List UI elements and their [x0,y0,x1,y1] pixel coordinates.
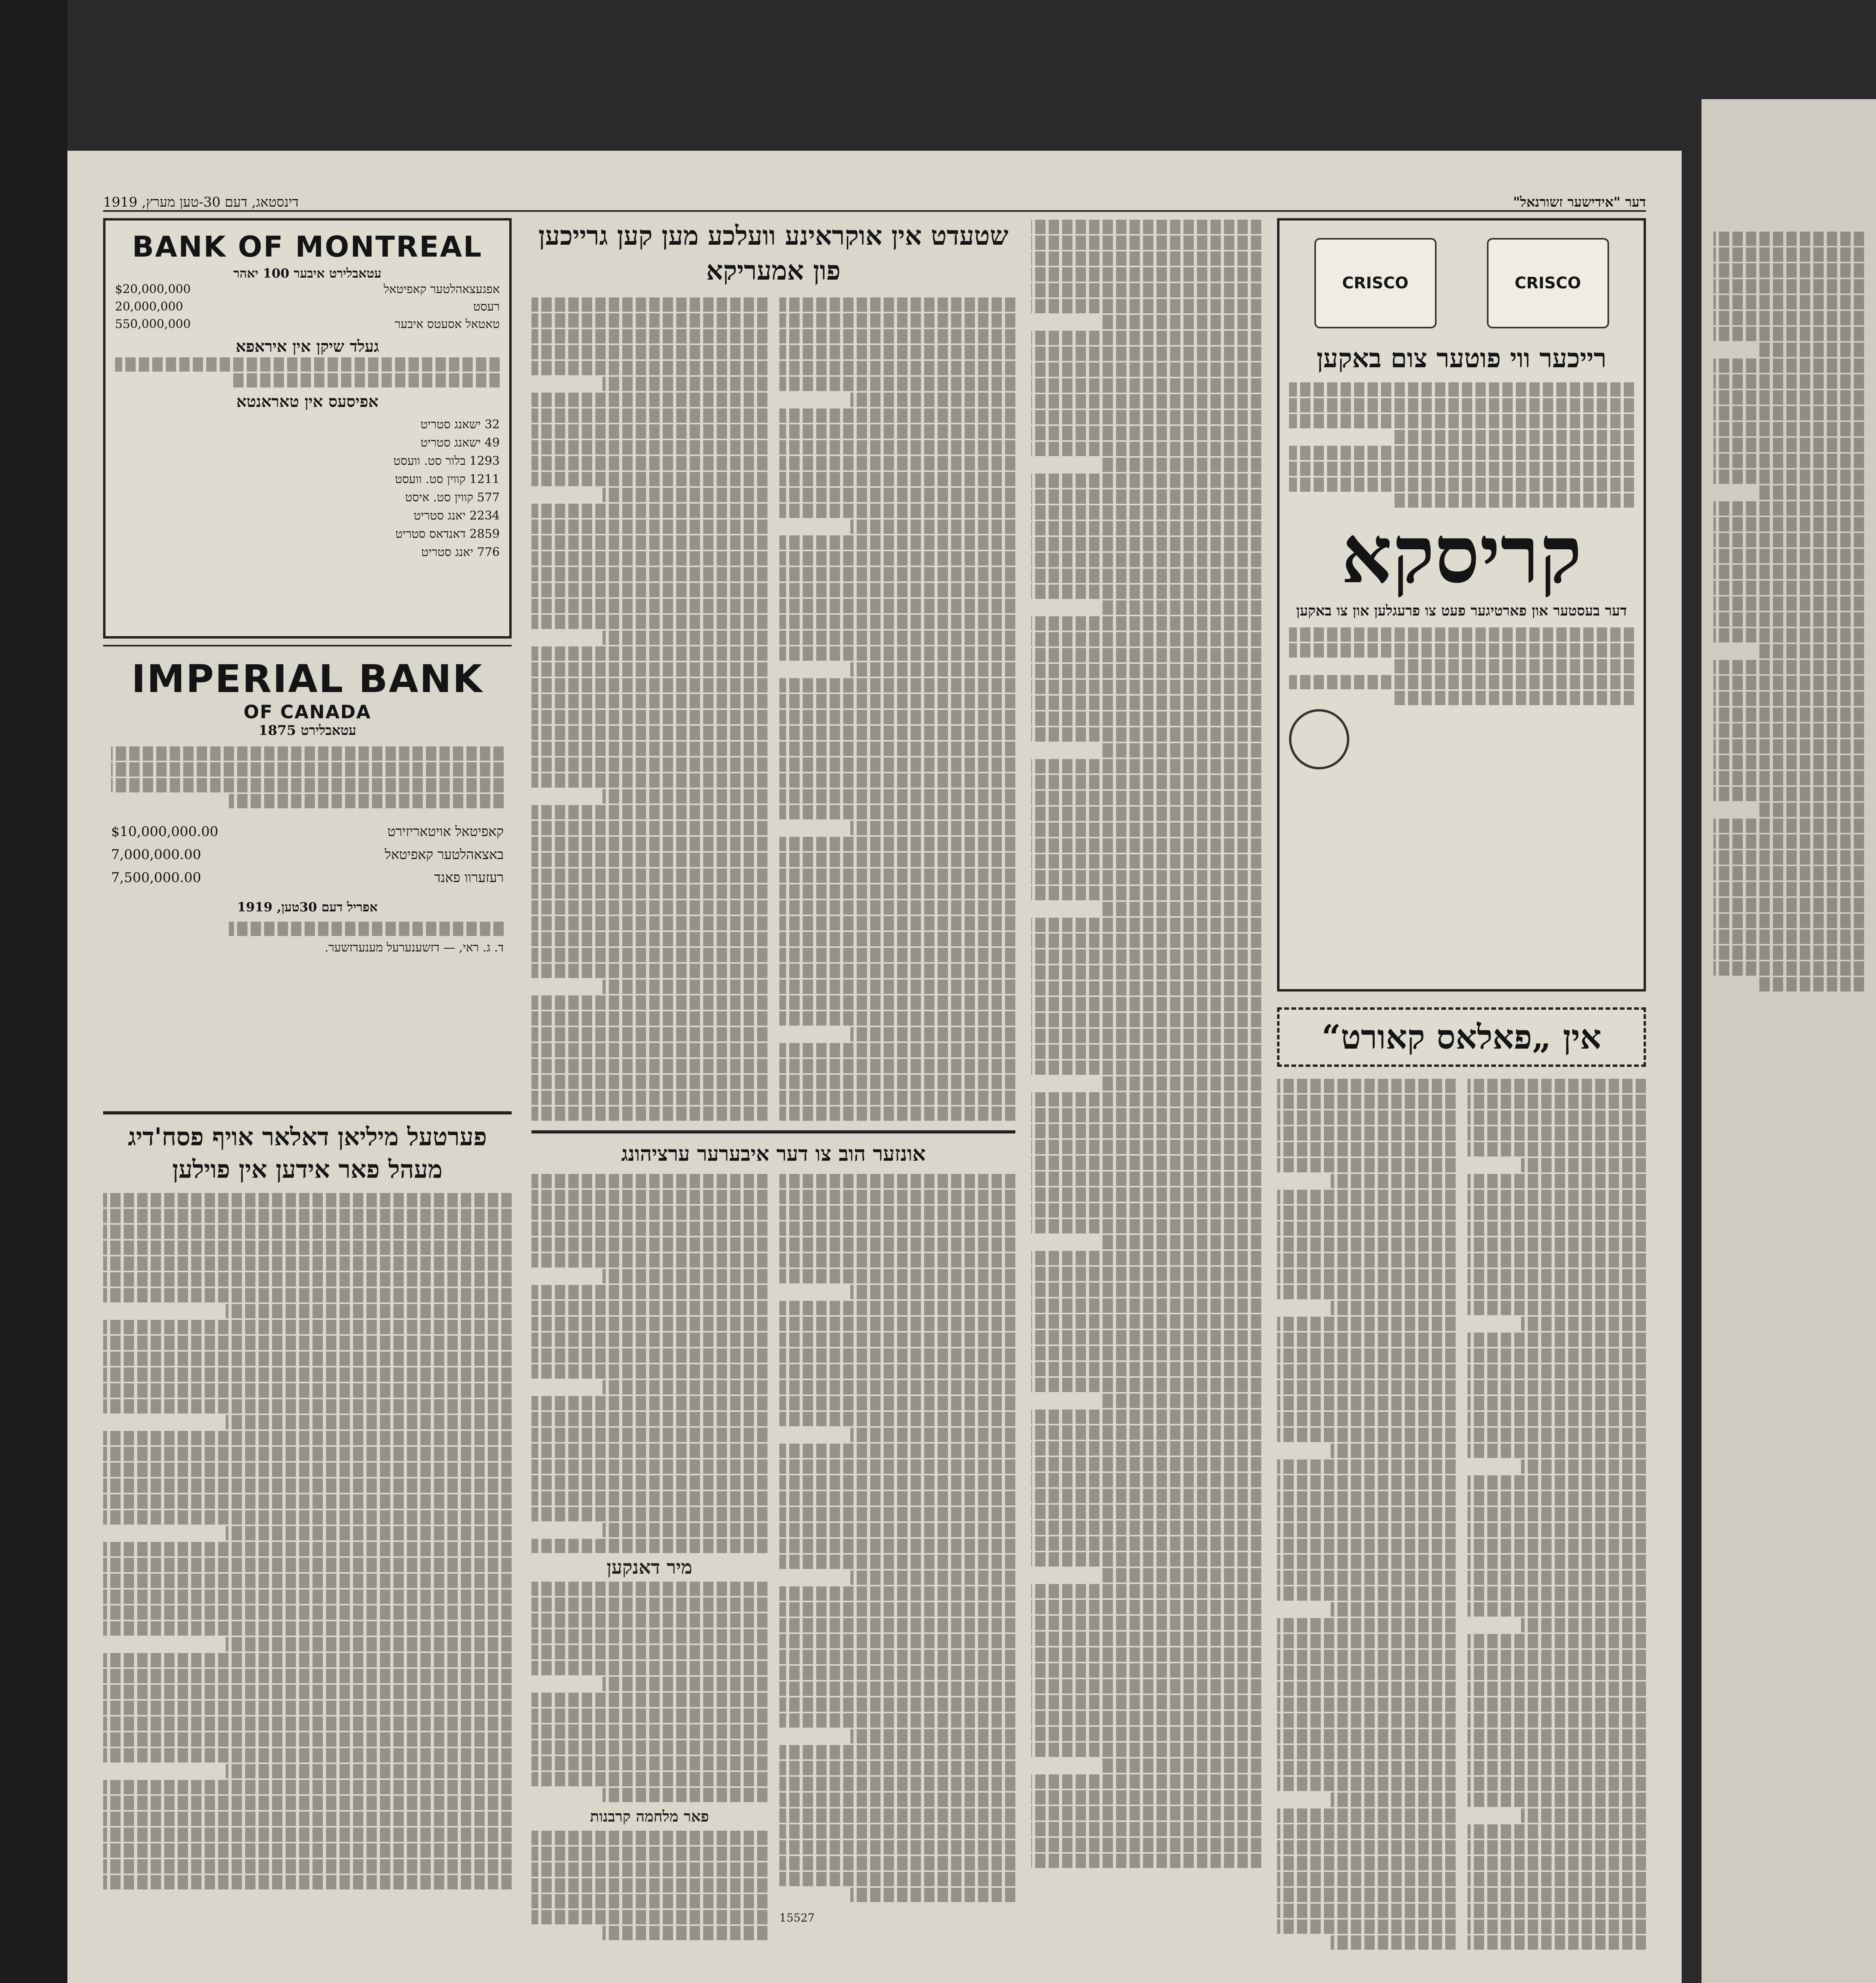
palace-court-banner [1277,1007,1646,1067]
article-ukraine-left [531,296,767,1122]
branch-item: 577 קווין סט. איסט [405,491,500,504]
article-sermon-left [531,1172,767,1942]
article-palace-left [1277,1077,1456,1951]
column-2 [531,218,1015,1983]
branch-item: 1211 קווין סט. וועסט [395,472,500,486]
bank-montreal-row: $20,000,000 אפגעצאהלטער קאפיטאל [115,282,500,296]
imperial-bank-ad [103,653,512,1105]
film-border [0,0,67,1983]
article-ukraine-right [779,296,1015,1122]
crisco-brand: קריסקא [1341,508,1582,601]
headline-passover: פערטעל מיליאן דאלאר אויף פסח'דיג מעהל פאר אידען אין פוילען [128,1122,487,1184]
imperial-bank-subtitle: OF CANADA [244,701,371,723]
bank-montreal-branches-title: אפיסעס אין טאראנטא [236,392,379,411]
crisco-ad [1277,218,1646,992]
article-sermon-right [779,1172,1015,1942]
headline-war-relief: פאר מלחמה קרבנות [590,1807,709,1825]
headline-sermon: אונזער הוב צו דער איבערער ערציהונג [621,1142,926,1166]
branch-item: 2859 דאנדאס סטריט [395,527,500,541]
bank-montreal-title: BANK OF MONTREAL [132,230,483,263]
bank-montreal-section: געלד שיקן אין איראפא [236,337,379,356]
imperial-bank-title: IMPERIAL BANK [131,657,483,701]
crisco-tin-left: CRISCO [1314,238,1437,328]
bank-montreal-row: 550,000,000 טאטאל אסעטס איבער [115,317,500,331]
branch-item: 1293 בלור סט. וועסט [393,454,500,468]
bank-montreal-ad [103,218,512,639]
column-4 [1277,218,1646,1983]
article-passover [103,1193,512,1889]
article-palace-right [1467,1077,1646,1951]
page-number: 15527 [779,1911,815,1924]
imperial-bank-figures: $10,000,000.00 קאפיטאל אויטאריזירט 7,000,000.00 באצאהלטער קאפיטאל 7,500,000.00 רעזערוו פאנד [111,824,504,886]
imperial-bank-date: אפריל דעם 30טען, 1919 [237,899,378,915]
newspaper-page [67,151,1682,1983]
column-1 [103,218,512,1983]
crisco-tagline: דער בעסטער און פארטיגער פעט צו פרעגלען און צו באקען [1296,602,1627,619]
crisco-tin-right: CRISCO [1487,238,1609,328]
imperial-bank-founded: עטאבלירט 1875 [258,723,357,738]
imperial-bank-signer: ד. ג. ראי, — דזשענערעל מענעדזשער. [324,941,504,955]
column-3 [1031,218,1261,1983]
masthead [103,194,1646,212]
masthead-title: דער "אידישער זשורנאל" [1513,194,1646,210]
crisco-headline: רייכער ווי פוטער צום באקען [1316,343,1607,374]
branch-item: 776 יאנג סטריט [421,545,500,559]
branch-item: 49 ישאנג סטריט [420,436,500,450]
headline-ukraine: שטעדט אין אוקראינע וועלכע מען קען גרייכען פון אמעריקא [538,220,1009,286]
adjacent-page [1701,99,1876,1983]
bank-montreal-branches [115,416,500,562]
article-col3 [1031,220,1261,1868]
bank-montreal-row: 20,000,000 רעסט [115,300,500,314]
masthead-date: דינסטאג, דעם 30-טען מערץ, 1919 [103,194,299,210]
kosher-seal-icon [1289,709,1349,769]
bank-montreal-founded: עטאבלירט איבער 100 יאהר [233,266,382,281]
headline-palace-court: אין „פאלאס קאורט“ [1322,1017,1602,1057]
branch-item: 32 ישאנג סטריט [420,418,500,432]
headline-thanks: מיר דאנקען [606,1556,692,1578]
branch-item: 2234 יאנג סטריט [414,509,500,523]
